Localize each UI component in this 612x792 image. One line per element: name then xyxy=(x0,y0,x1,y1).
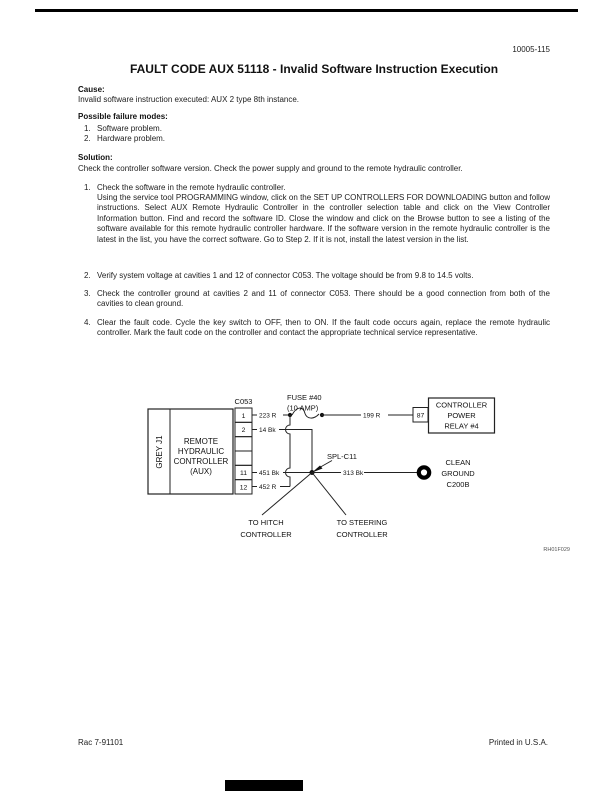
step-text: Check the software in the remote hydraulic controller. xyxy=(97,182,286,192)
page-title: FAULT CODE AUX 51118 - Invalid Software Instruction Execution xyxy=(129,62,499,76)
solution-step-3 xyxy=(84,289,550,310)
wiring-diagram xyxy=(130,385,510,547)
failure-mode-item xyxy=(84,124,550,134)
fuse-label: FUSE #40 xyxy=(287,393,322,402)
connector-c053-cells xyxy=(235,408,252,494)
controller-label: (AUX) xyxy=(190,467,212,476)
cause-body: Invalid software instruction executed: AUX 2 type 8th instance. xyxy=(78,95,300,104)
doc-number: 10005-115 xyxy=(512,45,550,54)
solution-intro: Check the controller software version. Check the power supply and ground to the remote hydraulic controller. xyxy=(78,163,463,173)
controller-label: CONTROLLER xyxy=(173,457,229,466)
step-text: Check the controller ground at cavities 2 and 11 of connector C053. There should be a good connection from both of the cavities to clean ground. xyxy=(97,288,550,308)
step-text: Verify system voltage at cavities 1 and 12 of connector C053. The voltage should be from 9.8 to 14.5 volts. xyxy=(97,270,474,280)
step-number: 4. xyxy=(84,317,91,327)
wire-14bk-path xyxy=(279,430,312,473)
solution-heading: Solution: xyxy=(78,153,113,162)
wire-199r-label: 199 R xyxy=(363,412,381,420)
pin-cell-2: 2 xyxy=(241,427,246,435)
wire-451bk-label: 451 Bk xyxy=(259,470,280,477)
controller-label: REMOTE xyxy=(183,437,219,446)
step-text: Using the service tool PROGRAMMING window, click on the SET UP CONTROLLERS FOR DOWNLOADING button and follow instructions. Select AUX Remote Hydraulic Controller in the controller selection table and click on the View Controller Information button. Find and record the software ID. Close the window and click on the Browse button to see a listing of the software available for this remote hydraulic controller hardware. If the software version in the remote hydraulic controller is the latest in the list, you have the correct software. Go to Step 2. If it is not, install the latest version in the list. xyxy=(97,192,550,244)
top-rule xyxy=(35,9,578,12)
wire-313bk-label: 313 Bk xyxy=(343,470,364,477)
item-text: Software problem. xyxy=(97,123,162,133)
footer-left: Rac 7-91101 xyxy=(78,738,124,747)
splice-label: SPL-C11 xyxy=(327,452,357,461)
item-text: Hardware problem. xyxy=(97,133,166,143)
ground-label: C200B xyxy=(446,480,470,489)
branch-to-hitch-label: TO HITCH xyxy=(248,518,284,527)
wire-452r-label: 452 R xyxy=(259,484,277,492)
step-number: 1. xyxy=(84,182,91,192)
relay-label: RELAY #4 xyxy=(444,421,479,431)
controller-label: HYDRAULIC xyxy=(177,447,225,456)
wire-223r-label: 223 R xyxy=(259,412,277,420)
item-number: 2. xyxy=(84,133,91,143)
step-number: 2. xyxy=(84,270,91,280)
pin-cell-1: 1 xyxy=(241,412,246,420)
figure-code: RH01F029 xyxy=(543,547,570,553)
relay-label: CONTROLLER xyxy=(435,400,488,410)
solution-step-4 xyxy=(84,318,550,339)
failure-modes-heading: Possible failure modes: xyxy=(78,112,168,121)
item-number: 1. xyxy=(84,123,91,133)
grey-j1-label: GREY J1 xyxy=(155,435,164,469)
failure-modes-list xyxy=(84,124,550,145)
step-number: 3. xyxy=(84,288,91,298)
wire-jumper-path xyxy=(286,415,291,487)
fuse-label: (10 AMP) xyxy=(287,403,319,413)
branch-to-hitch-label: CONTROLLER xyxy=(240,530,292,539)
cause-heading: Cause: xyxy=(78,85,105,94)
ground-label: CLEAN xyxy=(445,458,471,467)
solution-step-1 xyxy=(84,183,550,245)
pin-cell-11: 11 xyxy=(239,470,248,477)
terminal-87-label: 87 xyxy=(416,412,425,420)
failure-mode-item xyxy=(84,134,550,144)
connector-label: C053 xyxy=(234,397,253,406)
branch-to-steering-label: TO STEERING xyxy=(336,518,388,527)
wire-14bk-label: 14 Bk xyxy=(259,427,276,435)
footer-right: Printed in U.S.A. xyxy=(488,738,548,747)
ground-terminal-icon xyxy=(419,467,429,477)
step-text: Clear the fault code. Cycle the key switch to OFF, then to ON. If the fault code occurs again, replace the remote hydraulic controller. Mark the fault code on the controller and contact the appropriate technical service representative. xyxy=(97,317,550,337)
ground-label: GROUND xyxy=(441,469,475,478)
pin-cell-12: 12 xyxy=(239,484,248,492)
solution-step-2 xyxy=(84,271,550,281)
bottom-binding-mark xyxy=(225,780,303,791)
branch-to-steering-label: CONTROLLER xyxy=(336,530,388,539)
relay-label: POWER xyxy=(447,411,476,420)
